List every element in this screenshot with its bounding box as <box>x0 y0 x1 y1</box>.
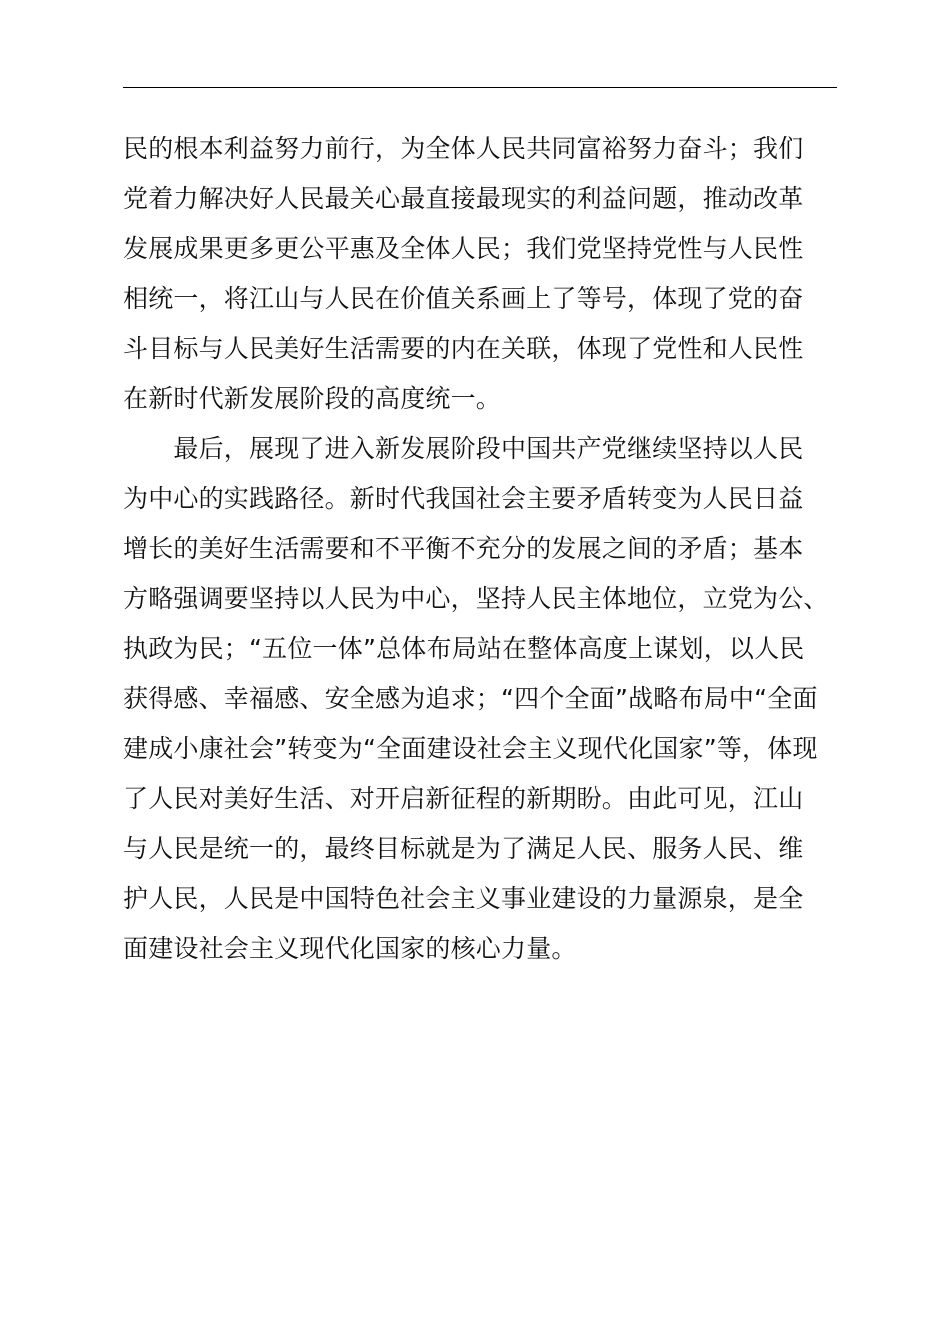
paragraph-2 <box>123 424 839 974</box>
text-line: 增长的美好生活需要和不平衡不充分的发展之间的矛盾；基本 <box>123 534 804 563</box>
text-line: 在新时代新发展阶段的高度统一。 <box>123 384 502 413</box>
text-line: 护人民，人民是中国特色社会主义事业建设的力量源泉，是全 <box>123 884 804 913</box>
text-line: 民的根本利益努力前行，为全体人民共同富裕努力奋斗；我们 <box>123 134 804 163</box>
text-line: 执政为民；“五位一体”总体布局站在整体高度上谋划，以人民 <box>123 634 805 663</box>
text-line: 面建设社会主义现代化国家的核心力量。 <box>123 934 577 963</box>
text-line: 建成小康社会”转变为“全面建设社会主义现代化国家”等，体现 <box>123 734 818 763</box>
text-line: 为中心的实践路径。新时代我国社会主要矛盾转变为人民日益 <box>123 484 804 513</box>
paragraph-1 <box>123 124 839 424</box>
text-line: 与人民是统一的，最终目标就是为了满足人民、服务人民、维 <box>123 834 804 863</box>
text-line: 了人民对美好生活、对开启新征程的新期盼。由此可见，江山 <box>123 784 804 813</box>
header-rule <box>123 87 837 88</box>
text-line: 最后，展现了进入新发展阶段中国共产党继续坚持以人民 <box>123 434 804 463</box>
text-line: 相统一，将江山与人民在价值关系画上了等号，体现了党的奋 <box>123 284 804 313</box>
text-line: 发展成果更多更公平惠及全体人民；我们党坚持党性与人民性 <box>123 234 804 263</box>
text-line: 获得感、幸福感、安全感为追求；“四个全面”战略布局中“全面 <box>123 684 818 713</box>
text-line: 党着力解决好人民最关心最直接最现实的利益问题，推动改革 <box>123 184 804 213</box>
text-line: 斗目标与人民美好生活需要的内在关联，体现了党性和人民性 <box>123 334 804 363</box>
document-body <box>123 124 839 974</box>
text-line: 方略强调要坚持以人民为中心，坚持人民主体地位，立党为公、 <box>123 584 829 613</box>
